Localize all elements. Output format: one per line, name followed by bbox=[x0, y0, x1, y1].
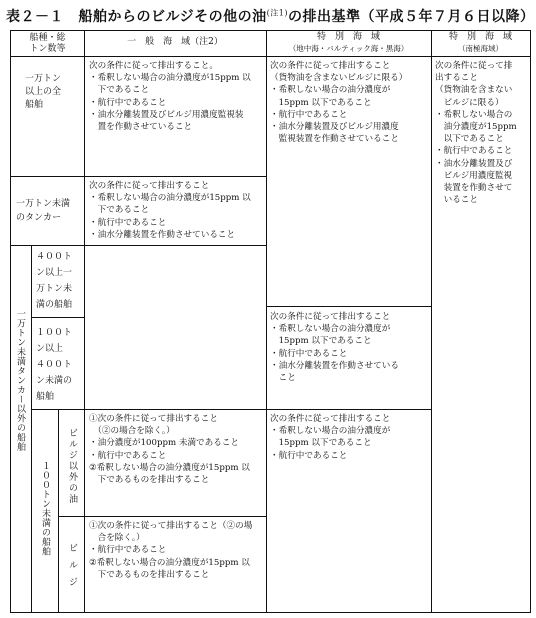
title-note-ref: (注1) bbox=[266, 8, 288, 18]
header-bottom-line bbox=[11, 56, 530, 57]
page-title bbox=[6, 6, 535, 28]
group-label: 一万トン未満タンカー以外の船舶 bbox=[15, 309, 25, 452]
title-main: 表２－１ 船舶からのビルジその他の油 bbox=[6, 9, 267, 25]
group-divider bbox=[31, 245, 32, 612]
col-divider-3 bbox=[431, 31, 432, 612]
row2-label: 一万トン未満 のタンカー bbox=[16, 199, 71, 223]
row4-label: １００ト ン以上 ４００ト ン未満の 船舶 bbox=[36, 328, 73, 402]
row3-label: ４００ト ン以上一 万トン未 満の船舶 bbox=[36, 252, 73, 310]
header-antarctic-title: 特 別 海 域 bbox=[448, 32, 512, 42]
row34-special: 次の条件に従って排出すること ・希釈しない場合の油分濃度が 15ppm 以下であること ・航行中であること ・油水分離装置を作動させている こと bbox=[270, 312, 399, 384]
small-ship-divider bbox=[58, 409, 59, 612]
antarctic-text: 次の条件に従って排 出すること （貨物油を含まない ビルジに限る） ・希釈しない場合の 油分濃度が15ppm 以下であること ・航行中であること ・油水分離装置及び ビルジ用濃度監視 装置を作動させて いること bbox=[435, 61, 517, 206]
row1-label: 一万トン 以上の全 船舶 bbox=[25, 74, 62, 110]
header-special-area bbox=[266, 32, 431, 54]
row5-group-label: １００トン未満の船舶 bbox=[40, 461, 50, 556]
row1-special: 次の条件に従って排出すること （貨物油を含まないビルジに限る） ・希釈しない場合の油分濃度が 15ppm 以下であること ・航行中であること ・油水分離装置及びビルジ用濃度 監視装置を作動させていること bbox=[270, 61, 408, 145]
row1-bottom-line bbox=[11, 176, 266, 177]
header-special-title: 特 別 海 域 bbox=[316, 32, 380, 42]
header-general-area: 一 般 海 域（注2） bbox=[127, 37, 223, 47]
discharge-standards-table bbox=[10, 30, 531, 613]
header-special-sub: （地中海・バルティック海・黒海） bbox=[288, 44, 409, 53]
row5a-bottom-line bbox=[58, 516, 266, 517]
row4-bottom-line bbox=[31, 409, 431, 410]
row2-bottom-line bbox=[11, 245, 266, 246]
row5b-general: ①次の条件に従って排出すること（②の場 合を除く。） ・航行中であること ②希釈しない場合の油分濃度が15ppm 以 下であるものを排出すること bbox=[89, 521, 253, 580]
header-ship-type: 船種・総 トン数等 bbox=[29, 33, 66, 54]
col-divider-1 bbox=[84, 31, 85, 612]
row3-bottom-line bbox=[31, 317, 84, 318]
header-antarctic-area bbox=[431, 32, 530, 54]
special-row-line bbox=[266, 306, 431, 307]
row2-general: 次の条件に従って排出すること ・希釈しない場合の油分濃度が15ppm 以 下であること ・航行中であること ・油水分離装置を作動させていること bbox=[89, 181, 251, 240]
row5a-special: 次の条件に従って排出すること ・希釈しない場合の油分濃度が 15ppm 以下であること ・航行中であること bbox=[270, 414, 391, 461]
row5a-label: ビルジ以外の油 bbox=[67, 428, 77, 505]
row5b-label: ビルジ bbox=[67, 543, 77, 594]
header-antarctic-sub: （南極海域） bbox=[458, 44, 503, 53]
row5a-general: ①次の条件に従って排出すること （②の場合を除く。） ・油分濃度が100ppm 未満であること ・航行中であること ②希釈しない場合の油分濃度が15ppm 以 下であるものを排出すること bbox=[89, 414, 250, 486]
col-divider-2 bbox=[266, 31, 267, 612]
title-rest: の排出基準（平成５年７月６日以降） bbox=[288, 9, 535, 25]
row1-general: 次の条件に従って排出すること。 ・希釈しない場合の油分濃度が15ppm 以 下であること ・航行中であること ・油水分離装置及びビルジ用濃度監視装 置を作動させていること bbox=[89, 61, 251, 133]
